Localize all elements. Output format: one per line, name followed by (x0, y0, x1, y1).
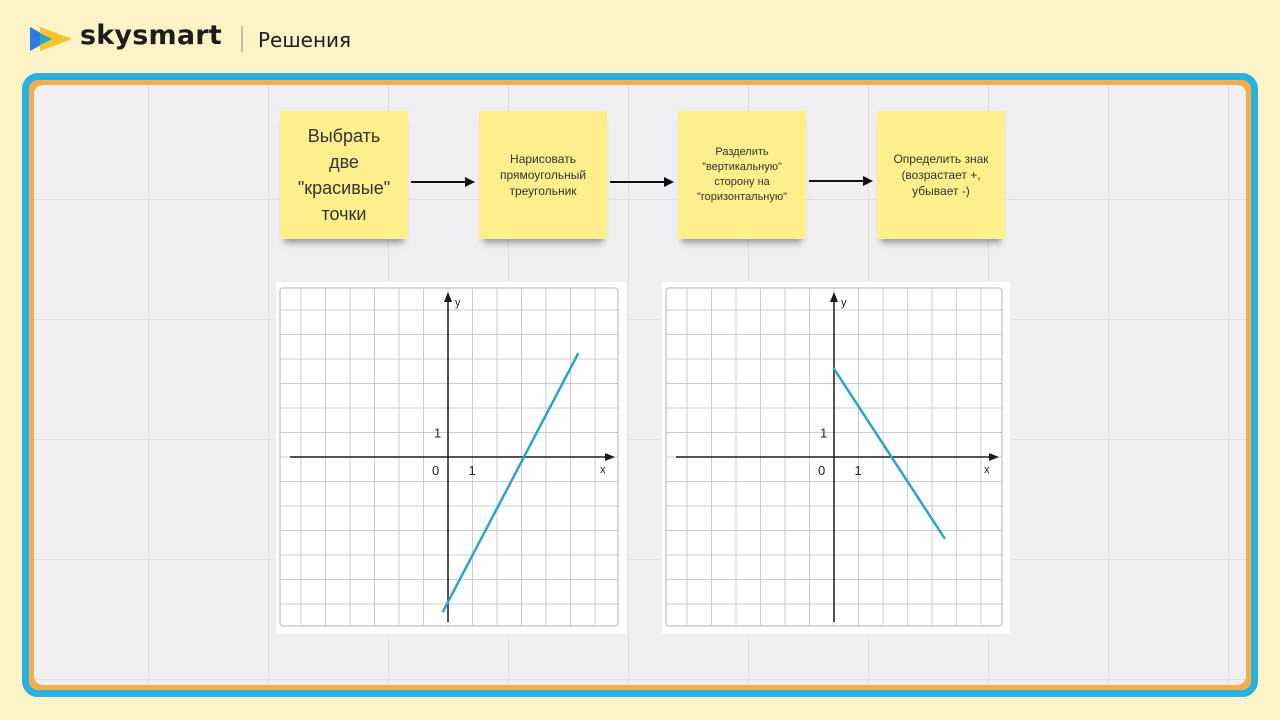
x-axis-arrow (989, 453, 999, 461)
x-tick-label: 1 (854, 463, 862, 478)
arrow-right-icon (809, 175, 873, 187)
x-axis-label: x (984, 464, 990, 476)
sticky-note-text: Нарисовать прямоугольный треугольник (499, 152, 587, 198)
arrow-right-icon (411, 176, 475, 188)
header (0, 0, 1280, 76)
y-axis-label: y (841, 297, 847, 309)
x-axis-label: x (600, 464, 606, 476)
sticky-note-step-3[interactable] (678, 111, 806, 239)
board-frame (22, 73, 1258, 697)
sticky-note-text: Выбрать две "красивые" точки (297, 126, 391, 224)
origin-label: 0 (432, 463, 440, 478)
brand-logo[interactable]: skysmart (80, 20, 222, 51)
y-axis-label: y (455, 297, 461, 309)
graph-increasing-panel[interactable] (276, 282, 626, 634)
sticky-note-text: Разделить "вертикальную" сторону на "горизонтальную" (696, 146, 788, 203)
sticky-note-step-1[interactable] (280, 111, 408, 239)
y-tick-label: 1 (820, 425, 828, 441)
arrow-right-icon (610, 176, 674, 188)
graph-increasing (276, 282, 626, 634)
sticky-note-text: Определить знак (возрастает +, убывает -) (893, 152, 989, 198)
whiteboard (34, 85, 1246, 685)
section-title[interactable]: Решения (258, 28, 352, 52)
sticky-note-step-4[interactable] (877, 111, 1005, 239)
origin-label: 0 (818, 463, 826, 478)
x-tick-label: 1 (468, 463, 476, 478)
function-line (443, 354, 578, 611)
header-divider (241, 26, 243, 52)
sticky-note-step-2[interactable] (479, 111, 607, 239)
play-triangle-icon (30, 25, 72, 53)
y-axis-arrow (830, 292, 838, 302)
y-axis-arrow (444, 292, 452, 302)
x-axis-arrow (605, 453, 615, 461)
graph-decreasing (662, 282, 1010, 634)
y-tick-label: 1 (434, 425, 442, 441)
function-line (834, 369, 944, 538)
graph-decreasing-panel[interactable] (662, 282, 1010, 634)
